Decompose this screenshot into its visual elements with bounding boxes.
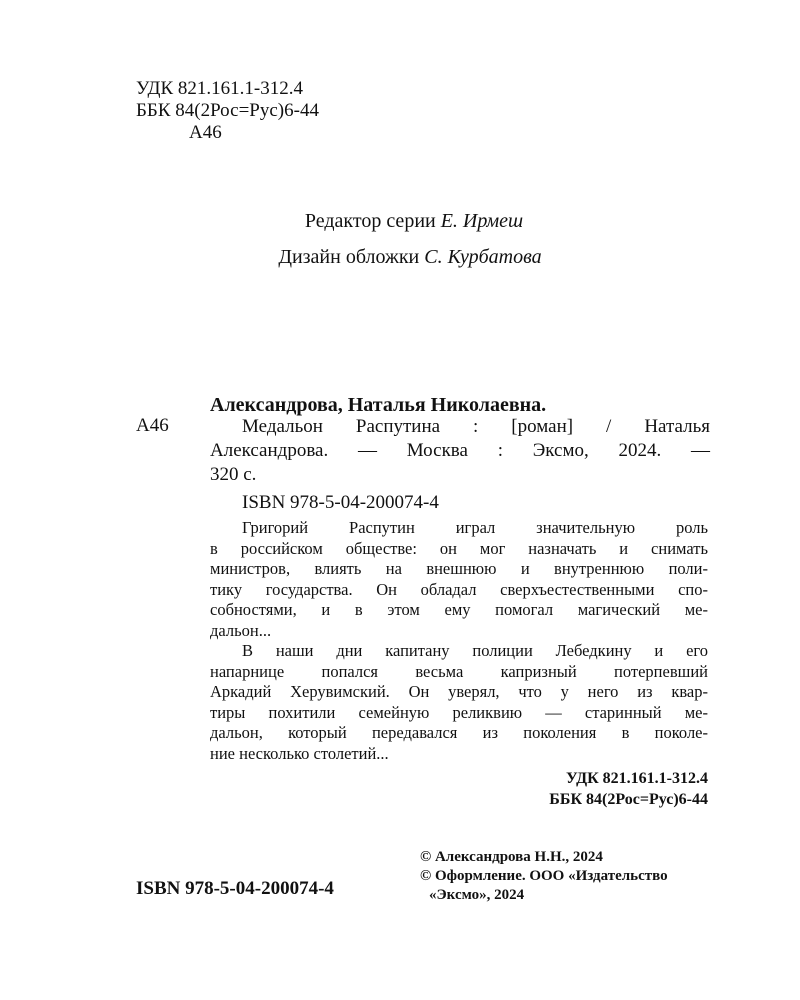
bibliographic-description xyxy=(210,415,710,487)
bbk-code: ББК 84(2Рос=Рус)6-44 xyxy=(136,100,319,121)
abstract-line: в российском обществе: он мог назначать и снимать xyxy=(210,538,708,558)
author-heading: Александрова, Наталья Николаевна. xyxy=(210,394,547,416)
abstract-line: министров, влиять на внешнюю и внутреннюю поли- xyxy=(210,559,708,578)
copyright-author: © Александрова Н.Н., 2024 xyxy=(420,849,603,865)
abstract-line: собностями, и в этом ему помогал магический ме- xyxy=(210,600,708,619)
abstract-line: тиры похитили семейную реликвию — старинный ме- xyxy=(210,702,708,722)
cover-design-name: С. Курбатова xyxy=(424,246,542,268)
bib-line-3: 320 с. xyxy=(210,464,257,485)
isbn-main: ISBN 978-5-04-200074-4 xyxy=(242,492,439,513)
bbk-code-right: ББК 84(2Рос=Рус)6-44 xyxy=(549,791,708,808)
abstract-line: ние несколько столетий... xyxy=(210,743,389,763)
catalog-mark: А46 xyxy=(136,415,169,436)
abstract-line: дальон, который передавался из поколения в поколе- xyxy=(210,723,708,742)
copyright-block xyxy=(420,848,668,905)
bib-line-1: Медальон Распутина : [роман] / Наталья xyxy=(242,416,710,437)
cover-design-credit xyxy=(0,246,800,269)
right-classification-codes xyxy=(500,768,708,810)
abstract xyxy=(210,518,708,764)
copyright-publisher: «Эксмо», 2024 xyxy=(429,887,525,903)
author-mark: А46 xyxy=(189,122,222,143)
top-classification-codes xyxy=(136,78,319,144)
series-editor-name: Е. Ирмеш xyxy=(440,210,524,232)
abstract-line: напарнице попался весьма капризный потерпевший xyxy=(210,661,708,681)
cover-design-label: Дизайн обложки xyxy=(278,246,425,268)
udk-code: УДК 821.161.1-312.4 xyxy=(136,78,303,99)
bib-line-2: Александрова. — Москва : Эксмо, 2024. — xyxy=(210,440,710,461)
series-editor-credit xyxy=(0,210,800,233)
abstract-line: дальон... xyxy=(210,620,272,640)
abstract-line: В наши дни капитану полиции Лебедкину и его xyxy=(242,641,708,660)
abstract-line: тику государства. Он обладал сверхъестественными спо- xyxy=(210,579,708,599)
abstract-line: Григорий Распутин играл значительную роль xyxy=(242,518,708,537)
copyright-design: © Оформление. ООО «Издательство xyxy=(420,868,668,884)
udk-code-right: УДК 821.161.1-312.4 xyxy=(565,770,708,787)
isbn-bottom: ISBN 978-5-04-200074-4 xyxy=(136,878,334,899)
series-editor-label: Редактор серии xyxy=(304,210,441,232)
abstract-line: Аркадий Херувимский. Он уверял, что у него из квар- xyxy=(210,682,708,701)
